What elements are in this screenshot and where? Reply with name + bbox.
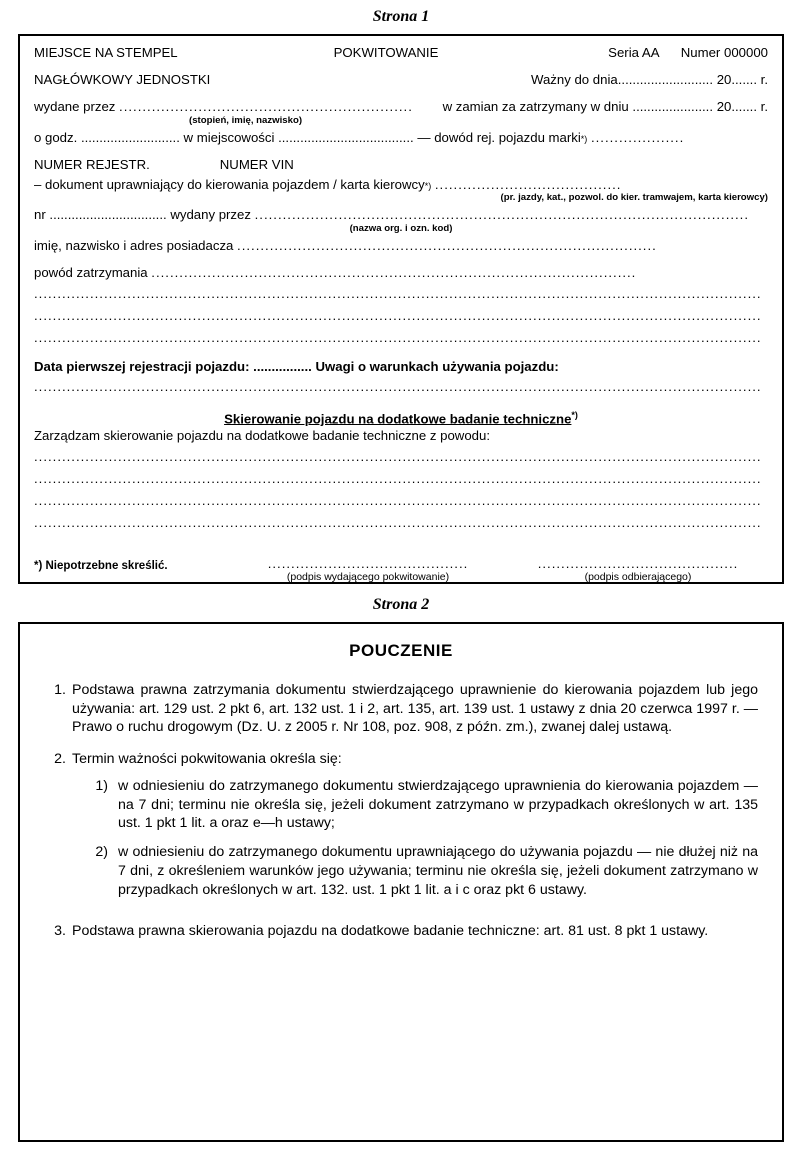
driving-license-caption: (pr. jazdy, kat., pozwol. do kier. tramwajem, karta kierowcy) [500, 191, 768, 203]
signature-issuer-caption: (podpis wydającego pokwitowanie) [286, 570, 450, 583]
subitem-text: w odniesieniu do zatrzymanego dokumentu uprawniającego do używania pojazdu — nie dłużej niż na 7 dni, z określeniem warunków jego używania; terminu nie określa się, jeżeli dokument zatrzymano w przypadkach określonych w art. 132. ust. 1 pkt 1 lit. a i c oraz pkt 6 ustawy. [118, 844, 758, 898]
number-label: Numer 000000 [680, 45, 768, 60]
document-entitling-label: – dokument uprawniający do kierowania pojazdem / karta kierowcy [34, 176, 425, 192]
unit-header-label: NAGŁÓWKOWY JEDNOSTKI [34, 72, 211, 88]
item-text: Termin ważności pokwitowania określa się: [72, 751, 342, 768]
stamp-place-label: MIEJSCE NA STEMPEL [34, 45, 178, 60]
signature-receiver-field[interactable]: ........................................... [537, 555, 739, 571]
reason-field-line-4[interactable]: ............................................................................................................................................................ [34, 330, 762, 345]
instruction-sublist [72, 777, 758, 899]
issued-by2-field[interactable]: .......................................................................................................... [254, 208, 750, 222]
usage-remarks-label: Uwagi o warunkach używania pojazdu: [315, 358, 559, 374]
item-number: 1. [54, 682, 66, 698]
footnote-marker-2: *) [424, 180, 432, 191]
in-place-field[interactable]: ..................................... [278, 130, 414, 146]
document-entitling-row [34, 178, 768, 191]
at-hour-label: o godz. [34, 130, 78, 146]
in-exchange-label: w zamian za zatrzymany w dniu [442, 99, 629, 115]
page-2-label: Strona 2 [372, 596, 430, 613]
form-title: POKWITOWANIE [333, 45, 439, 60]
item-number: 2. [54, 751, 66, 768]
issued-by-row [34, 100, 768, 113]
rank-name-caption: (stopień, imię, nazwisko) [189, 114, 303, 126]
in-exchange-field[interactable]: ...................... [632, 99, 714, 115]
in-place-label: w miejscowości [183, 130, 275, 146]
list-item [44, 922, 758, 941]
instruction-title: POUCZENIE [349, 641, 453, 660]
page-1-label: Strona 1 [372, 8, 430, 25]
list-item [44, 681, 758, 737]
nr-issued-row [34, 208, 768, 221]
hour-place-row [34, 131, 768, 144]
nr-label: nr [34, 207, 46, 223]
subitem-text: w odniesieniu do zatrzymanego dokumentu stwierdzającego uprawnienia do kierowania pojazdem — na 7 dni; terminu nie określa się, jeżeli dokument zatrzymano w przypadkach określonych w art. 135 ust. 1 pkt 1 lit. a oraz e—h ustawy; [118, 777, 758, 832]
first-registration-field[interactable]: ................ [253, 358, 312, 374]
at-hour-field[interactable]: ........................... [80, 130, 180, 146]
holder-label: imię, nazwisko i adres posiadacza [34, 238, 234, 254]
reason-label: powód zatrzymania [34, 265, 148, 281]
valid-until-field[interactable]: .......................... [617, 72, 714, 88]
item-body [72, 750, 758, 909]
referral-body: Zarządzam skierowanie pojazdu na dodatkowe badanie techniczne z powodu: [34, 428, 490, 444]
signature-issuer-field[interactable]: ........................................... [267, 555, 469, 571]
instruction-page-2 [18, 622, 784, 1142]
valid-until-label: Ważny do dnia [531, 72, 618, 88]
item-text: Podstawa prawna zatrzymania dokumentu stwierdzającego uprawnienie do kierowania pojazdem lub jego używania: art. 129 ust. 2 pkt 6, art. 132 ust. 1 i 2, art. 135, art. 139 ust. 1 ustawy z dnia 20 czerwca 1997 r. — Prawo o ruchu drogowym (Dz. U. z 2005 r. Nr 108, poz. 908, z późn. zm.), zwanej dalej ustawą. [72, 682, 758, 736]
receipt-form-page-1 [18, 34, 784, 584]
in-exchange-year: 20....... r. [716, 99, 768, 115]
holder-field[interactable]: .......................................................................................... [237, 239, 657, 253]
series-number-group [528, 46, 768, 59]
footnote-text: *) Niepotrzebne skreślić. [34, 559, 168, 572]
unit-header-row [34, 73, 768, 86]
issued-by-field[interactable]: ............................................................... [119, 100, 413, 114]
reg-vin-row [34, 158, 768, 171]
first-registration-label: Data pierwszej rejestracji pojazdu: [34, 358, 250, 374]
vehicle-make-field[interactable]: .................... [590, 131, 685, 145]
registration-number-label: NUMER REJESTR. [34, 157, 150, 173]
valid-until-year: 20....... r. [716, 72, 768, 88]
signature-receiver-block [518, 557, 758, 583]
subitem-number: 2) [95, 844, 108, 861]
footnote-marker-3: *) [571, 409, 578, 420]
instruction-list [44, 681, 758, 941]
list-item [72, 777, 758, 833]
list-item [44, 750, 758, 909]
reason-field[interactable]: ........................................................................................................ [151, 266, 637, 280]
reason-row [34, 266, 768, 279]
nr-field[interactable]: ................................ [49, 207, 167, 223]
reason-field-line-2[interactable]: ............................................................................................................................................................ [34, 286, 762, 301]
list-item [72, 843, 758, 899]
holder-row [34, 239, 768, 252]
reason-field-line-3[interactable]: ............................................................................................................................................................ [34, 308, 762, 323]
subitem-number: 1) [95, 777, 108, 794]
item-text: Podstawa prawna skierowania pojazdu na dodatkowe badanie techniczne: art. 81 ust. 8 pkt 1 ustawy. [72, 923, 709, 940]
vehicle-make-label: — dowód rej. pojazdu marki [417, 130, 581, 146]
vin-number-label: NUMER VIN [219, 157, 294, 173]
series-label: Seria AA [608, 45, 659, 60]
first-registration-row [34, 360, 768, 373]
referral-title: Skierowanie pojazdu na dodatkowe badanie techniczne [224, 411, 572, 427]
issued-by-label: wydane przez [34, 99, 116, 115]
signature-issuer-block [248, 557, 488, 583]
referral-field-line-1[interactable]: ............................................................................................................................................................ [34, 449, 762, 464]
form-header-row [34, 46, 768, 59]
signature-receiver-caption: (podpis odbierającego) [584, 570, 692, 583]
issued-by2-label: wydany przez [170, 207, 251, 223]
referral-field-line-3[interactable]: ............................................................................................................................................................ [34, 493, 762, 508]
footnote-marker-1: *) [580, 134, 588, 145]
usage-remarks-field[interactable]: ............................................................................................................................................................ [34, 379, 762, 394]
referral-field-line-4[interactable]: ............................................................................................................................................................ [34, 515, 762, 530]
document-entitling-field[interactable]: ........................................ [434, 177, 622, 191]
org-name-caption: (nazwa org. i ozn. kod) [349, 222, 453, 234]
item-number: 3. [54, 923, 66, 940]
referral-title-row [34, 411, 768, 426]
referral-field-line-2[interactable]: ............................................................................................................................................................ [34, 471, 762, 486]
